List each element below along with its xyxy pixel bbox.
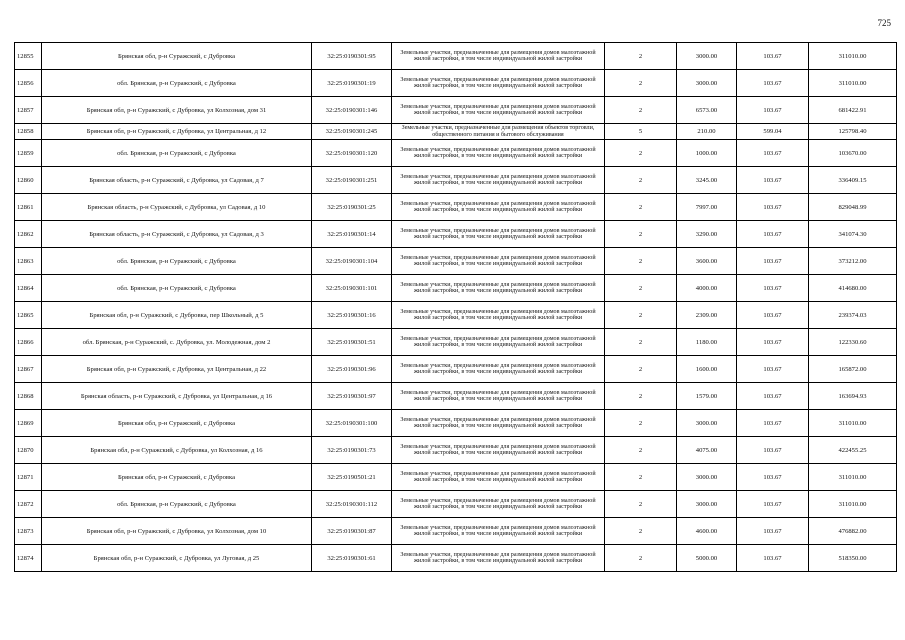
row-number-cell: 12859 [15,140,42,167]
rate-cell: 103.67 [737,410,809,437]
area-cell: 3000.00 [677,491,737,518]
cadastral-value-cell: 311010.00 [809,70,897,97]
row-number-cell: 12869 [15,410,42,437]
land-use-cell: Земельные участки, предназначенные для размещения домов малоэтажной жилой застройки, в том числе индивидуальной жилой застройки [392,70,605,97]
land-use-cell: Земельные участки, предназначенные для размещения домов малоэтажной жилой застройки, в том числе индивидуальной жилой застройки [392,491,605,518]
area-cell: 4600.00 [677,518,737,545]
cadastral-value-cell: 829048.99 [809,194,897,221]
rate-cell: 103.67 [737,43,809,70]
rate-cell: 103.67 [737,491,809,518]
table-row [15,491,897,518]
cadastral-number-cell: 32:25:0190301:14 [312,221,392,248]
table-row [15,329,897,356]
row-number-cell: 12874 [15,545,42,572]
row-number-cell: 12855 [15,43,42,70]
row-number-cell: 12870 [15,437,42,464]
address-cell: обл. Брянская, р-н Суражский, с Дубровка [42,140,312,167]
area-cell: 3290.00 [677,221,737,248]
land-use-cell: Земельные участки, предназначенные для размещения домов малоэтажной жилой застройки, в том числе индивидуальной жилой застройки [392,545,605,572]
table-row [15,194,897,221]
rate-cell: 103.67 [737,97,809,124]
cadastral-number-cell: 32:25:0190301:96 [312,356,392,383]
cadastral-number-cell: 32:25:0190301:95 [312,43,392,70]
cadastral-number-cell: 32:25:0190301:87 [312,518,392,545]
category-cell: 2 [605,194,677,221]
rate-cell: 103.67 [737,248,809,275]
cadastral-number-cell: 32:25:0190301:25 [312,194,392,221]
land-use-cell: Земельные участки, предназначенные для размещения объектов торговли, общественного питания и бытового обслуживания [392,124,605,140]
area-cell: 1180.00 [677,329,737,356]
row-number-cell: 12856 [15,70,42,97]
rate-cell: 103.67 [737,194,809,221]
rate-cell: 103.67 [737,518,809,545]
area-cell: 4000.00 [677,275,737,302]
category-cell: 2 [605,329,677,356]
area-cell: 3000.00 [677,43,737,70]
category-cell: 2 [605,518,677,545]
address-cell: обл. Брянская, р-н Суражский, с Дубровка [42,248,312,275]
cadastral-value-cell: 122330.60 [809,329,897,356]
cadastral-value-cell: 311010.00 [809,464,897,491]
category-cell: 2 [605,43,677,70]
table-row [15,221,897,248]
address-cell: обл. Брянская, р-н Суражский, с Дубровка [42,70,312,97]
address-cell: Брянская область, р-н Суражский, с Дубровка, ул Садовая, д 7 [42,167,312,194]
rate-cell: 103.67 [737,383,809,410]
category-cell: 2 [605,140,677,167]
address-cell: Брянская обл, р-н Суражский, с Дубровка [42,464,312,491]
cadastral-value-cell: 336409.15 [809,167,897,194]
table-body [15,43,897,572]
category-cell: 2 [605,70,677,97]
cadastral-number-cell: 32:25:0190301:112 [312,491,392,518]
land-use-cell: Земельные участки, предназначенные для размещения домов малоэтажной жилой застройки, в том числе индивидуальной жилой застройки [392,97,605,124]
land-use-cell: Земельные участки, предназначенные для размещения домов малоэтажной жилой застройки, в том числе индивидуальной жилой застройки [392,329,605,356]
address-cell: Брянская область, р-н Суражский, с Дубровка, ул Центральная, д 16 [42,383,312,410]
table-row [15,410,897,437]
land-use-cell: Земельные участки, предназначенные для размещения домов малоэтажной жилой застройки, в том числе индивидуальной жилой застройки [392,167,605,194]
table-row [15,248,897,275]
row-number-cell: 12866 [15,329,42,356]
row-number-cell: 12861 [15,194,42,221]
category-cell: 2 [605,275,677,302]
address-cell: Брянская обл, р-н Суражский, с Дубровка, пер Школьный, д 5 [42,302,312,329]
cadastral-value-cell: 373212.00 [809,248,897,275]
row-number-cell: 12864 [15,275,42,302]
land-use-cell: Земельные участки, предназначенные для размещения домов малоэтажной жилой застройки, в том числе индивидуальной жилой застройки [392,43,605,70]
address-cell: Брянская обл, р-н Суражский, с Дубровка, ул Колхозная, дом 31 [42,97,312,124]
address-cell: Брянская область, р-н Суражский, с Дубровка, ул Садовая, д 10 [42,194,312,221]
table-row [15,545,897,572]
land-use-cell: Земельные участки, предназначенные для размещения домов малоэтажной жилой застройки, в том числе индивидуальной жилой застройки [392,356,605,383]
category-cell: 2 [605,491,677,518]
page-number: 725 [877,18,891,28]
cadastral-number-cell: 32:25:0190301:51 [312,329,392,356]
land-use-cell: Земельные участки, предназначенные для размещения домов малоэтажной жилой застройки, в том числе индивидуальной жилой застройки [392,383,605,410]
table-row [15,437,897,464]
cadastral-value-cell: 681422.91 [809,97,897,124]
category-cell: 2 [605,167,677,194]
cadastral-value-cell: 422455.25 [809,437,897,464]
rate-cell: 103.67 [737,437,809,464]
area-cell: 7997.00 [677,194,737,221]
land-use-cell: Земельные участки, предназначенные для размещения домов малоэтажной жилой застройки, в том числе индивидуальной жилой застройки [392,302,605,329]
row-number-cell: 12857 [15,97,42,124]
row-number-cell: 12867 [15,356,42,383]
table-row [15,518,897,545]
address-cell: Брянская обл, р-н Суражский, с Дубровка, ул Колхозная, дом 10 [42,518,312,545]
area-cell: 1600.00 [677,356,737,383]
area-cell: 2309.00 [677,302,737,329]
table-row [15,167,897,194]
cadastral-number-cell: 32:25:0190301:245 [312,124,392,140]
cadastral-value-cell: 414680.00 [809,275,897,302]
cadastral-number-cell: 32:25:0190301:146 [312,97,392,124]
rate-cell: 599.04 [737,124,809,140]
row-number-cell: 12868 [15,383,42,410]
row-number-cell: 12872 [15,491,42,518]
table-row [15,383,897,410]
cadastral-value-cell: 165872.00 [809,356,897,383]
cadastral-number-cell: 32:25:0190301:73 [312,437,392,464]
row-number-cell: 12871 [15,464,42,491]
category-cell: 2 [605,545,677,572]
area-cell: 3000.00 [677,464,737,491]
table-row [15,464,897,491]
category-cell: 2 [605,410,677,437]
cadastral-number-cell: 32:25:0190301:100 [312,410,392,437]
address-cell: Брянская область, р-н Суражский, с Дубровка, ул Садовая, д 3 [42,221,312,248]
area-cell: 3000.00 [677,410,737,437]
category-cell: 2 [605,221,677,248]
rate-cell: 103.67 [737,70,809,97]
category-cell: 2 [605,248,677,275]
area-cell: 1579.00 [677,383,737,410]
row-number-cell: 12860 [15,167,42,194]
cadastral-table [14,42,897,572]
cadastral-number-cell: 32:25:0190301:16 [312,302,392,329]
table-row [15,97,897,124]
rate-cell: 103.67 [737,221,809,248]
row-number-cell: 12858 [15,124,42,140]
area-cell: 6573.00 [677,97,737,124]
address-cell: Брянская обл, р-н Суражский, с Дубровка [42,43,312,70]
cadastral-value-cell: 476882.00 [809,518,897,545]
address-cell: обл. Брянская, р-н Суражский, с. Дубровка, ул. Молодежная, дом 2 [42,329,312,356]
area-cell: 4075.00 [677,437,737,464]
area-cell: 3600.00 [677,248,737,275]
land-use-cell: Земельные участки, предназначенные для размещения домов малоэтажной жилой застройки, в том числе индивидуальной жилой застройки [392,221,605,248]
category-cell: 2 [605,302,677,329]
cadastral-value-cell: 163694.93 [809,383,897,410]
table-row [15,70,897,97]
row-number-cell: 12862 [15,221,42,248]
cadastral-number-cell: 32:25:0190301:251 [312,167,392,194]
area-cell: 5000.00 [677,545,737,572]
land-use-cell: Земельные участки, предназначенные для размещения домов малоэтажной жилой застройки, в том числе индивидуальной жилой застройки [392,194,605,221]
rate-cell: 103.67 [737,275,809,302]
cadastral-value-cell: 311010.00 [809,410,897,437]
address-cell: Брянская обл, р-н Суражский, с Дубровка, ул Центральная, д 22 [42,356,312,383]
cadastral-number-cell: 32:25:0190301:120 [312,140,392,167]
rate-cell: 103.67 [737,167,809,194]
land-use-cell: Земельные участки, предназначенные для размещения домов малоэтажной жилой застройки, в том числе индивидуальной жилой застройки [392,437,605,464]
table-row [15,43,897,70]
address-cell: Брянская обл, р-н Суражский, с Дубровка [42,410,312,437]
table-row [15,124,897,140]
category-cell: 2 [605,464,677,491]
cadastral-value-cell: 239374.03 [809,302,897,329]
cadastral-value-cell: 125798.40 [809,124,897,140]
cadastral-value-cell: 103670.00 [809,140,897,167]
row-number-cell: 12865 [15,302,42,329]
area-cell: 210.00 [677,124,737,140]
row-number-cell: 12873 [15,518,42,545]
table-row [15,356,897,383]
category-cell: 2 [605,383,677,410]
category-cell: 2 [605,356,677,383]
land-use-cell: Земельные участки, предназначенные для размещения домов малоэтажной жилой застройки, в том числе индивидуальной жилой застройки [392,248,605,275]
cadastral-value-cell: 311010.00 [809,491,897,518]
rate-cell: 103.67 [737,464,809,491]
area-cell: 3245.00 [677,167,737,194]
cadastral-number-cell: 32:25:0190301:104 [312,248,392,275]
cadastral-number-cell: 32:25:0190301:101 [312,275,392,302]
table-row [15,140,897,167]
rate-cell: 103.67 [737,329,809,356]
area-cell: 3000.00 [677,70,737,97]
rate-cell: 103.67 [737,302,809,329]
category-cell: 2 [605,437,677,464]
address-cell: Брянская обл, р-н Суражский, с Дубровка, ул Колхозная, д 16 [42,437,312,464]
address-cell: обл. Брянская, р-н Суражский, с Дубровка [42,491,312,518]
address-cell: Брянская обл, р-н Суражский, с Дубровка, ул Центральная, д 12 [42,124,312,140]
cadastral-number-cell: 32:25:0190301:19 [312,70,392,97]
cadastral-number-cell: 32:25:0190301:97 [312,383,392,410]
category-cell: 5 [605,124,677,140]
cadastral-value-cell: 518350.00 [809,545,897,572]
row-number-cell: 12863 [15,248,42,275]
area-cell: 1000.00 [677,140,737,167]
rate-cell: 103.67 [737,140,809,167]
table-row [15,302,897,329]
address-cell: Брянская обл, р-н Суражский, с Дубровка, ул Луговая, д 25 [42,545,312,572]
land-use-cell: Земельные участки, предназначенные для размещения домов малоэтажной жилой застройки, в том числе индивидуальной жилой застройки [392,140,605,167]
rate-cell: 103.67 [737,356,809,383]
cadastral-number-cell: 32:25:0190501:21 [312,464,392,491]
table-row [15,275,897,302]
land-use-cell: Земельные участки, предназначенные для размещения домов малоэтажной жилой застройки, в том числе индивидуальной жилой застройки [392,464,605,491]
rate-cell: 103.67 [737,545,809,572]
land-use-cell: Земельные участки, предназначенные для размещения домов малоэтажной жилой застройки, в том числе индивидуальной жилой застройки [392,518,605,545]
cadastral-value-cell: 341074.30 [809,221,897,248]
land-use-cell: Земельные участки, предназначенные для размещения домов малоэтажной жилой застройки, в том числе индивидуальной жилой застройки [392,410,605,437]
category-cell: 2 [605,97,677,124]
address-cell: обл. Брянская, р-н Суражский, с Дубровка [42,275,312,302]
cadastral-number-cell: 32:25:0190301:61 [312,545,392,572]
cadastral-value-cell: 311010.00 [809,43,897,70]
land-use-cell: Земельные участки, предназначенные для размещения домов малоэтажной жилой застройки, в том числе индивидуальной жилой застройки [392,275,605,302]
